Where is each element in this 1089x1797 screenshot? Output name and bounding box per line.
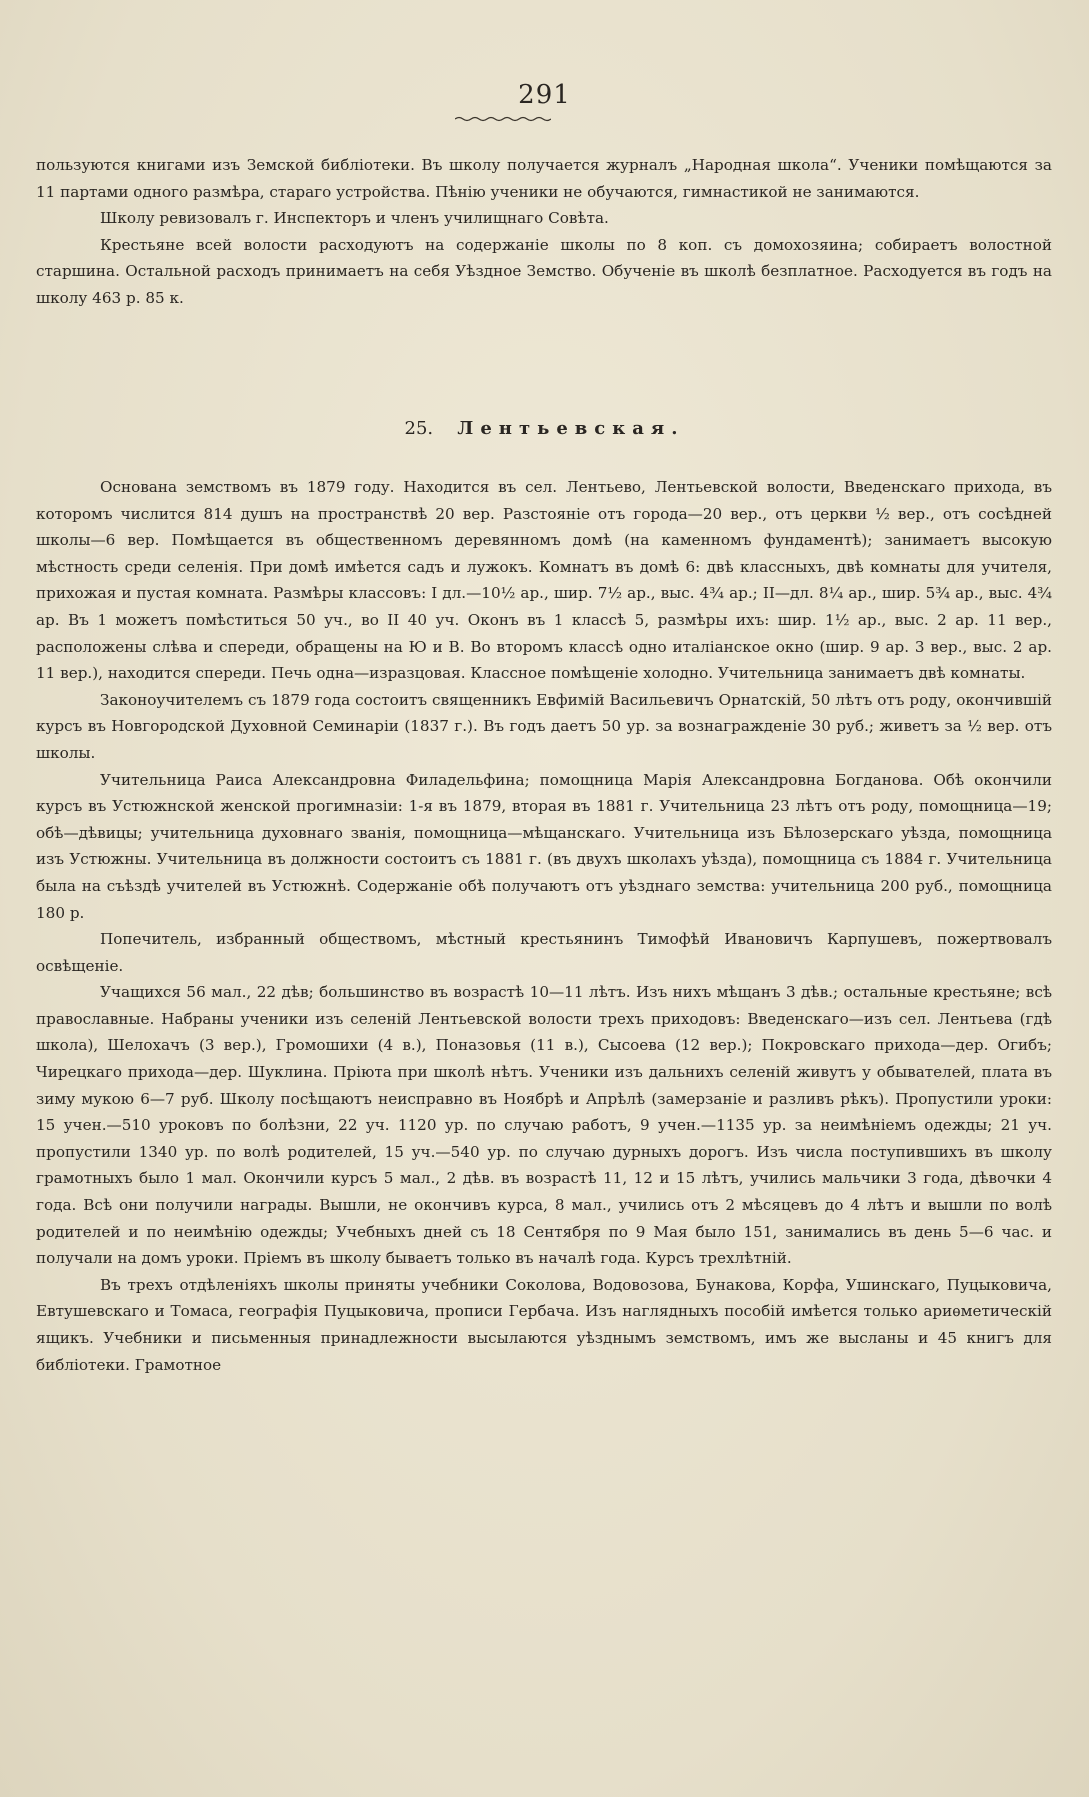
- paragraph: Учительница Раиса Александровна Филадельфина; помощница Марiя Александровна Богданова. Обѣ окончили курсъ въ Устюжнской женской прогимназiи: 1-я въ 1879, вторая въ 1881 г. Учительница 23 лѣтъ отъ роду, помощница—19; обѣ—дѣвицы; учительница духовнаго званiя, помощница—мѣщанскаго. Учительница изъ Бѣлозерскаго уѣзда, помощница изъ Устюжны. Учительница въ должности состоитъ съ 1881 г. (въ двухъ школахъ уѣзда), помощница съ 1884 г. Учительница была на съѣздѣ учителей въ Устюжнѣ. Содержанiе обѣ получаютъ отъ уѣзднаго земства: учительница 200 руб., помощница 180 р.: [36, 770, 1052, 922]
- paragraph: Учащихся 56 мал., 22 дѣв; большинство въ возрастѣ 10—11 лѣтъ. Изъ нихъ мѣщанъ 3 дѣв.; остальные крестьяне; всѣ православные. Набраны ученики изъ селенiй Лентьевской волости трехъ приходовъ: Введенскаго—изъ сел. Лентьева (гдѣ школа), Шелохачъ (3 вер.), Громошихи (4 в.), Поназовья (11 в.), Сысоева (12 вер.); Покровскаго прихода—дер. Огибъ; Чирецкаго прихода—дер. Шуклина. Прiюта при школѣ нѣтъ. Ученики изъ дальнихъ селенiй живутъ у обывателей, плата въ зиму мукою 6—7 руб. Школу посѣщаютъ неисправно въ Ноябрѣ и Апрѣлѣ (замерзанiе и разливъ рѣкъ). Пропустили уроки: 15 учен.—510 уроковъ по болѣзни, 22 уч. 1120 ур. по случаю работъ, 9 учен.—1135 ур. за неимѣнiемъ одежды; 21 уч. пропустили 1340 ур. по волѣ родителей, 15 уч.—540 ур. по случаю дурныхъ дорогъ. Изъ числа поступившихъ въ школу грамотныхъ было 1 мал. Окончили курсъ 5 мал., 2 дѣв. въ возрастѣ 11, 12 и 15 лѣтъ, учились мальчики 3 года, дѣвочки 4 года. Всѣ они получили награды. Вышли, не окончивъ курса, 8 мал., учились отъ 2 мѣсяцевъ до 4 лѣтъ и вышли по волѣ родителей и по неимѣнiю одежды; Учебныхъ дней съ 18 Сентября по 9 Мая было 151, занимались въ день 5—6 час. и получали на домъ уроки. Прiемъ въ школу бываетъ только въ началѣ года. Курсъ трехлѣтнiй.: [36, 983, 1052, 1268]
- paragraph: Въ трехъ отдѣленiяхъ школы приняты учебники Соколова, Водовозова, Бунакова, Корфа, Ушинскаго, Пуцыковича, Евтушевскаго и Томаса, географiя Пуцыковича, прописи Гербача. Изъ наглядныхъ пособiй имѣется только ариѳметическiй ящикъ. Учебники и письменныя принадлежности высылаются уѣзднымъ земствомъ, имъ же высланы и 45 книгъ для библiотеки. Грамотное: [36, 1275, 1052, 1374]
- paragraph: Попечитель, избранный обществомъ, мѣстный крестьянинъ Тимофѣй Ивановичъ Карпушевъ, пожертвовалъ освѣщенiе.: [36, 930, 1052, 975]
- section-number: 25.: [404, 418, 434, 439]
- paragraph: Основана земствомъ въ 1879 году. Находится въ сел. Лентьево, Лентьевской волости, Введенскаго прихода, въ которомъ числится 814 душъ на пространствѣ 20 вер. Разстоянiе отъ города—20 вер., отъ церкви ½ вер., отъ сосѣдней школы—6 вер. Помѣщается въ общественномъ деревянномъ домѣ (на каменномъ фундаментѣ); занимаетъ высокую мѣстность среди селенiя. При домѣ имѣется садъ и лужокъ. Комнатъ въ домѣ 6: двѣ классныхъ, двѣ комнаты для учителя, прихожая и пустая комната. Размѣры классовъ: I дл.—10½ ар., шир. 7½ ар., выс. 4¾ ар.; II—дл. 8¼ ар., шир. 5¾ ар., выс. 4¾ ар. Въ 1 можетъ помѣститься 50 уч., во II 40 уч. Оконъ въ 1 классѣ 5, размѣры ихъ: шир. 1½ ар., выс. 2 ар. 11 вер., расположены слѣва и спереди, обращены на Ю и В. Во второмъ классѣ одно италiанское окно (шир. 9 ар. 3 вер., выс. 2 ар. 11 вер.), находится спереди. Печь одна—изразцовая. Классное помѣщенiе холодно. Учительница занимаетъ двѣ комнаты.: [36, 478, 1052, 683]
- intro-text: [36, 152, 1052, 312]
- paragraph: Крестьяне всей волости расходуютъ на содержанiе школы по 8 коп. съ домохозяина; собираетъ волостной старшина. Остальной расходъ принимаетъ на себя Уѣздное Земство. Обученiе въ школѣ безплатное. Расходуется въ годъ на школу 463 р. 85 к.: [36, 235, 1052, 307]
- decorative-wavy-rule: [455, 116, 551, 122]
- section-name: Лентьевская.: [457, 418, 685, 439]
- paragraph: Школу ревизовалъ г. Инспекторъ и членъ училищнаго Совѣта.: [100, 209, 609, 228]
- paragraph: пользуются книгами изъ Земской библiотеки. Въ школу получается журналъ „Народная школа“. Ученики помѣщаются за 11 партами одного размѣра, стараго устройства. Пѣнiю ученики не обучаются, гимнастикой не занимаются.: [36, 156, 1052, 201]
- paragraph: Законоучителемъ съ 1879 года состоитъ священникъ Евфимiй Васильевичъ Орнатскiй, 50 лѣтъ отъ роду, окончившiй курсъ въ Новгородской Духовной Семинарiи (1837 г.). Въ годъ даетъ 50 ур. за вознагражденiе 30 руб.; живетъ за ½ вер. отъ школы.: [36, 690, 1052, 762]
- section-heading: [0, 418, 1089, 439]
- page-number: 291: [518, 80, 571, 110]
- main-text: [36, 474, 1052, 1378]
